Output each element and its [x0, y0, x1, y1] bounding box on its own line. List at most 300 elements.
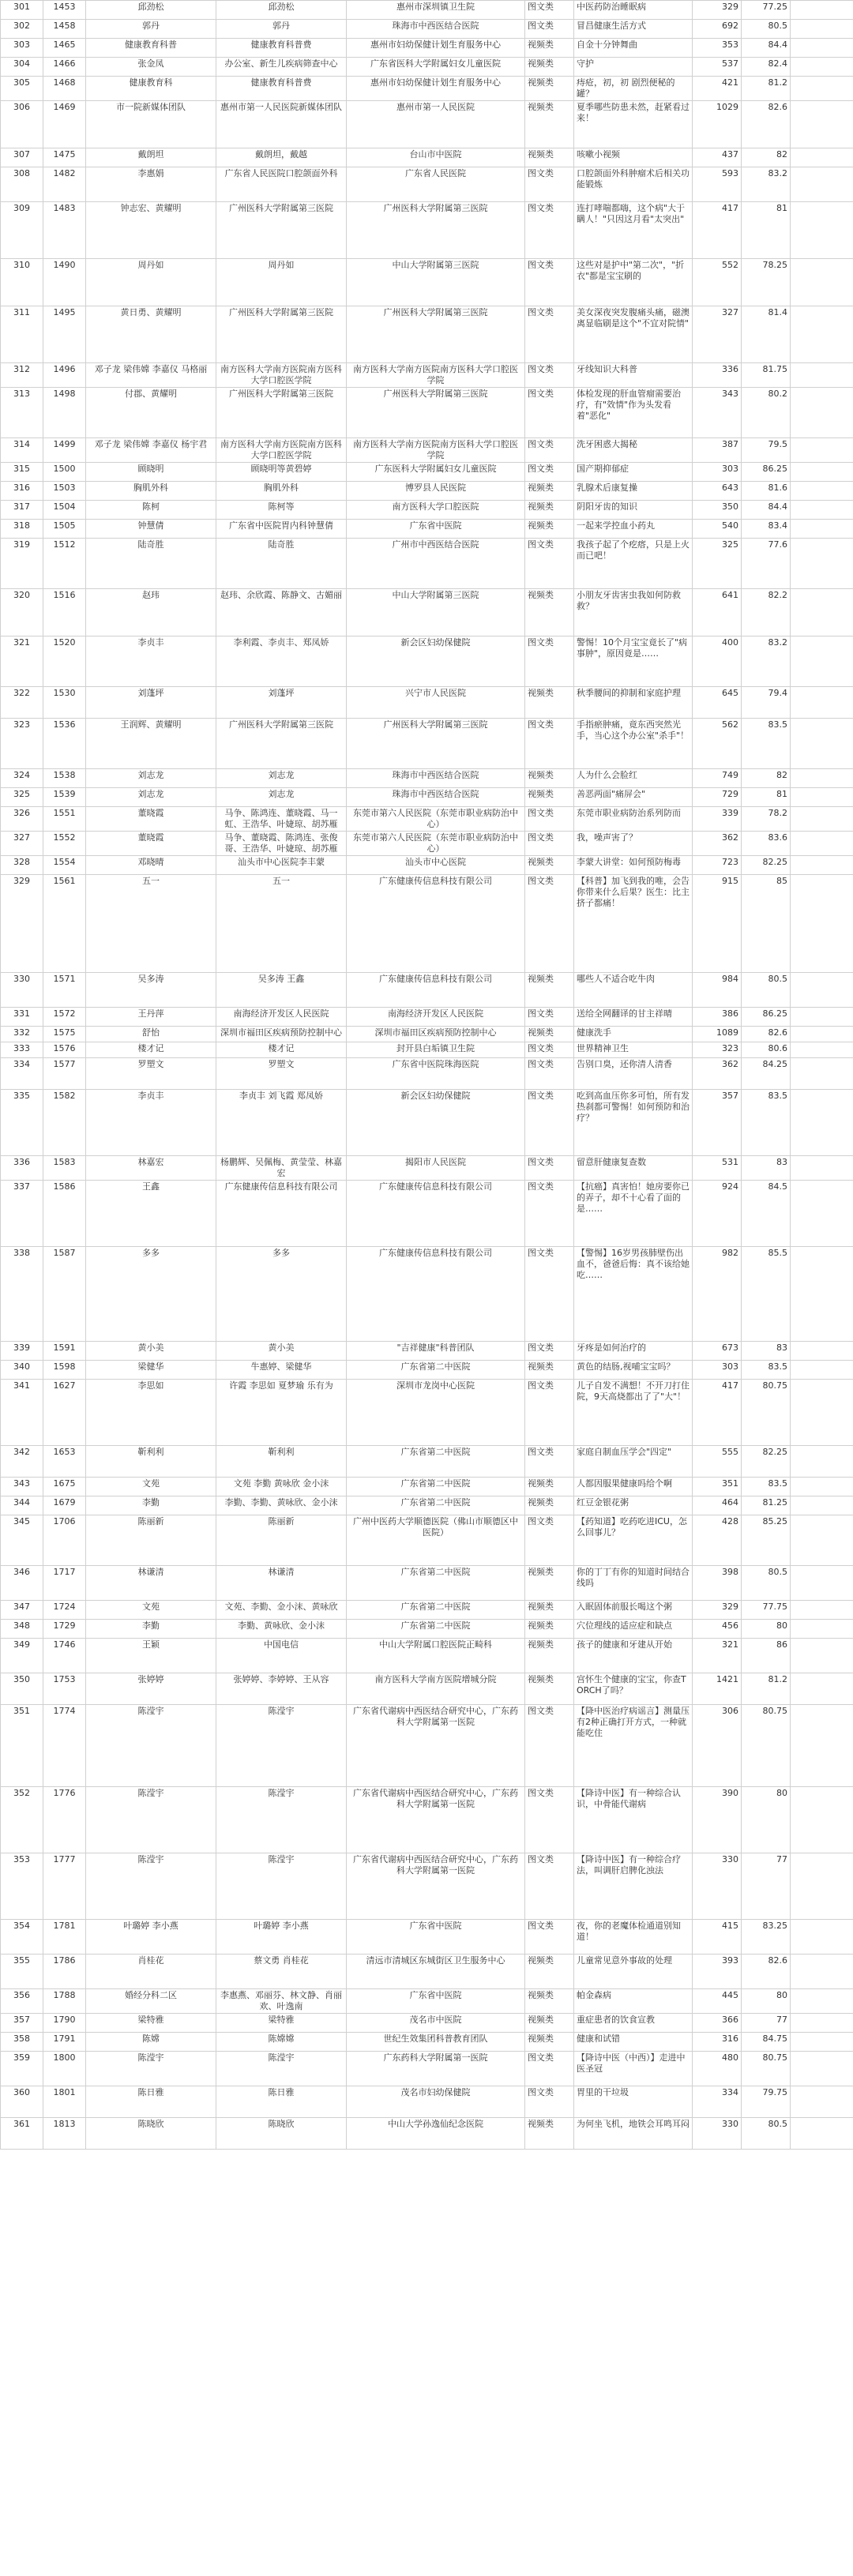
- cell-author: 黄日勇、黄耀明: [86, 306, 216, 363]
- cell-org: 广东省代谢病中西医结合研究中心，广东药科大学附属第一医院: [347, 1853, 525, 1920]
- cell-seq: 306: [1, 101, 43, 148]
- cell-seq: 346: [1, 1566, 43, 1601]
- cell-seq: 329: [1, 875, 43, 973]
- table-row: [1, 636, 853, 687]
- cell-blank: [791, 1, 853, 20]
- cell-members: 陈晓欣: [216, 2118, 347, 2150]
- cell-org: 茂名市妇幼保健院: [347, 2086, 525, 2118]
- cell-id: 1499: [43, 438, 86, 463]
- cell-seq: 322: [1, 687, 43, 719]
- cell-id: 1483: [43, 202, 86, 259]
- cell-views: 982: [693, 1247, 742, 1342]
- cell-title: 吃到高血压你多可怕，所有发热刹都可警惕！如何预防和治疗？: [574, 1090, 693, 1156]
- cell-seq: 338: [1, 1247, 43, 1342]
- cell-blank: [791, 2118, 853, 2150]
- cell-members: 顾晓明等黄碧婷: [216, 463, 347, 482]
- cell-members: 南方医科大学南方医院南方医科大学口腔医学院: [216, 363, 347, 388]
- cell-views: 323: [693, 1042, 742, 1058]
- cell-blank: [791, 1181, 853, 1247]
- cell-org: 惠州市妇幼保健计划生育服务中心: [347, 39, 525, 58]
- cell-org: 广东省第二中医院: [347, 1496, 525, 1515]
- table-row: [1, 769, 853, 788]
- cell-score: 78.2: [742, 807, 791, 832]
- cell-author: 李勤: [86, 1620, 216, 1639]
- cell-blank: [791, 539, 853, 589]
- cell-members: 健康教育科普费: [216, 39, 347, 58]
- cell-score: 82: [742, 769, 791, 788]
- cell-id: 1653: [43, 1446, 86, 1478]
- cell-views: 555: [693, 1446, 742, 1478]
- cell-members: 陆奇胜: [216, 539, 347, 589]
- table-row: [1, 20, 853, 39]
- cell-type: 图文类: [525, 1156, 574, 1181]
- table-row: [1, 1446, 853, 1478]
- cell-type: 图文类: [525, 875, 574, 973]
- cell-blank: [791, 2033, 853, 2052]
- cell-blank: [791, 1601, 853, 1620]
- cell-id: 1800: [43, 2052, 86, 2086]
- cell-org: 南方医科大学南方医院南方医科大学口腔医学院: [347, 438, 525, 463]
- cell-id: 1791: [43, 2033, 86, 2052]
- cell-seq: 348: [1, 1620, 43, 1639]
- cell-id: 1627: [43, 1380, 86, 1446]
- cell-author: 陈嫦: [86, 2033, 216, 2052]
- cell-title: 孩子的健康和牙建从开始: [574, 1639, 693, 1673]
- cell-views: 924: [693, 1181, 742, 1247]
- cell-org: 广东省中医院: [347, 520, 525, 539]
- cell-type: 图文类: [525, 20, 574, 39]
- cell-members: 惠州市第一人民医院新媒体团队: [216, 101, 347, 148]
- cell-seq: 313: [1, 388, 43, 438]
- cell-score: 82.2: [742, 589, 791, 636]
- cell-seq: 337: [1, 1181, 43, 1247]
- cell-score: 82.4: [742, 58, 791, 77]
- cell-seq: 360: [1, 2086, 43, 2118]
- cell-org: 广东省中医院: [347, 1989, 525, 2014]
- cell-id: 1591: [43, 1342, 86, 1361]
- cell-blank: [791, 1920, 853, 1955]
- cell-author: 李思如: [86, 1380, 216, 1446]
- cell-type: 图文类: [525, 1042, 574, 1058]
- cell-type: 图文类: [525, 306, 574, 363]
- cell-score: 79.75: [742, 2086, 791, 2118]
- cell-title: 留意肝健康复查数: [574, 1156, 693, 1181]
- table-row: [1, 1620, 853, 1639]
- cell-score: 82: [742, 148, 791, 167]
- cell-title: 【药知道】吃药吃进ICU，怎么回事儿？: [574, 1515, 693, 1566]
- table-row: [1, 1008, 853, 1027]
- cell-title: 帕金森病: [574, 1989, 693, 2014]
- cell-title: 黄色的结肠,视哺宝宝吗？: [574, 1361, 693, 1380]
- cell-author: 文苑: [86, 1601, 216, 1620]
- cell-id: 1801: [43, 2086, 86, 2118]
- cell-title: 夜，你的老魔体检通道别知道！: [574, 1920, 693, 1955]
- cell-type: 视频类: [525, 101, 574, 148]
- cell-views: 386: [693, 1008, 742, 1027]
- cell-type: 图文类: [525, 167, 574, 202]
- table-row: [1, 1920, 853, 1955]
- cell-title: 我，噪声害了？: [574, 832, 693, 856]
- cell-members: 刘蓬坪: [216, 687, 347, 719]
- table-row: [1, 2086, 853, 2118]
- table-row: [1, 2033, 853, 2052]
- table-row: [1, 2118, 853, 2150]
- cell-score: 80: [742, 1989, 791, 2014]
- cell-views: 306: [693, 1705, 742, 1787]
- cell-seq: 325: [1, 788, 43, 807]
- cell-members: 陈滢宇: [216, 1853, 347, 1920]
- cell-author: 靳利利: [86, 1446, 216, 1478]
- cell-id: 1746: [43, 1639, 86, 1673]
- cell-score: 77.6: [742, 539, 791, 589]
- cell-author: 陈晓欣: [86, 2118, 216, 2150]
- cell-title: 告别口臭，还你清人清香: [574, 1058, 693, 1090]
- cell-members: 李勤、黄咏欣、金小沫: [216, 1620, 347, 1639]
- cell-members: 张婷婷、李婷婷、王从容: [216, 1673, 347, 1705]
- cell-id: 1496: [43, 363, 86, 388]
- cell-id: 1717: [43, 1566, 86, 1601]
- cell-blank: [791, 39, 853, 58]
- cell-id: 1552: [43, 832, 86, 856]
- cell-title: 阴阳牙齿的知识: [574, 501, 693, 520]
- cell-views: 428: [693, 1515, 742, 1566]
- cell-title: 牙疼是如何治疗的: [574, 1342, 693, 1361]
- cell-views: 641: [693, 589, 742, 636]
- cell-seq: 333: [1, 1042, 43, 1058]
- cell-title: 东莞市职业病防治系列防而: [574, 807, 693, 832]
- cell-title: 穴位理线的适应症和缺点: [574, 1620, 693, 1639]
- cell-org: 南海经济开发区人民医院: [347, 1008, 525, 1027]
- cell-score: 80.75: [742, 1380, 791, 1446]
- cell-views: 327: [693, 306, 742, 363]
- cell-title: 李蒙大讲堂：如何预防梅毒: [574, 856, 693, 875]
- cell-id: 1482: [43, 167, 86, 202]
- cell-members: 健康教育科普费: [216, 77, 347, 101]
- cell-id: 1675: [43, 1478, 86, 1496]
- cell-views: 437: [693, 148, 742, 167]
- cell-org: 新会区妇幼保健院: [347, 636, 525, 687]
- cell-org: 汕头市中心医院: [347, 856, 525, 875]
- cell-seq: 316: [1, 482, 43, 501]
- table-row: [1, 438, 853, 463]
- table-row: [1, 719, 853, 769]
- cell-type: 视频类: [525, 1955, 574, 1989]
- cell-blank: [791, 202, 853, 259]
- cell-score: 84.75: [742, 2033, 791, 2052]
- cell-blank: [791, 1787, 853, 1853]
- cell-type: 视频类: [525, 1496, 574, 1515]
- cell-type: 视频类: [525, 148, 574, 167]
- table-row: [1, 856, 853, 875]
- table-row: [1, 1181, 853, 1247]
- cell-org: 博罗县人民医院: [347, 482, 525, 501]
- cell-author: 刘志龙: [86, 788, 216, 807]
- table-row: [1, 589, 853, 636]
- cell-author: 邓晓晴: [86, 856, 216, 875]
- cell-seq: 340: [1, 1361, 43, 1380]
- cell-title: 人都因服果健康吗给个啊: [574, 1478, 693, 1496]
- cell-type: 视频类: [525, 973, 574, 1008]
- cell-title: 送给全网翻译的甘主祥晴: [574, 1008, 693, 1027]
- cell-org: 广东省第二中医院: [347, 1361, 525, 1380]
- cell-seq: 321: [1, 636, 43, 687]
- cell-members: 郭丹: [216, 20, 347, 39]
- cell-blank: [791, 875, 853, 973]
- table-row: [1, 1787, 853, 1853]
- table-row: [1, 1673, 853, 1705]
- cell-type: 视频类: [525, 1566, 574, 1601]
- cell-score: 84.4: [742, 39, 791, 58]
- cell-members: 李利霞、李贞丰、郑凤娇: [216, 636, 347, 687]
- cell-score: 77.75: [742, 1601, 791, 1620]
- cell-seq: 315: [1, 463, 43, 482]
- cell-id: 1505: [43, 520, 86, 539]
- cell-members: 梁特雅: [216, 2014, 347, 2033]
- cell-type: 图文类: [525, 259, 574, 306]
- cell-org: 广州中医药大学顺德医院（佛山市顺德区中医院）: [347, 1515, 525, 1566]
- cell-id: 1495: [43, 306, 86, 363]
- cell-type: 图文类: [525, 539, 574, 589]
- cell-seq: 317: [1, 501, 43, 520]
- cell-score: 80: [742, 1787, 791, 1853]
- cell-members: 广东省人民医院口腔颌面外科: [216, 167, 347, 202]
- cell-score: 85.25: [742, 1515, 791, 1566]
- cell-id: 1538: [43, 769, 86, 788]
- cell-type: 图文类: [525, 832, 574, 856]
- cell-org: 南方医科大学口腔医院: [347, 501, 525, 520]
- table-row: [1, 306, 853, 363]
- cell-members: 文苑、李勤、金小沫、黄咏欣: [216, 1601, 347, 1620]
- cell-title: 连打哮喘都嗨，这个病"大于瞒人！"只因这月看"太突出": [574, 202, 693, 259]
- cell-author: 楼才记: [86, 1042, 216, 1058]
- cell-org: 中山大学附属第三医院: [347, 589, 525, 636]
- cell-title: 守护: [574, 58, 693, 77]
- table-row: [1, 1705, 853, 1787]
- cell-blank: [791, 788, 853, 807]
- cell-org: 揭阳市人民医院: [347, 1156, 525, 1181]
- cell-score: 82.6: [742, 1955, 791, 1989]
- table-row: [1, 39, 853, 58]
- cell-id: 1503: [43, 482, 86, 501]
- table-row: [1, 363, 853, 388]
- cell-id: 1706: [43, 1515, 86, 1566]
- cell-blank: [791, 1008, 853, 1027]
- cell-author: 邓子龙 梁伟嫦 李嘉仪 马格丽: [86, 363, 216, 388]
- cell-title: 【降诗中医（中西）】走进中医圣冠: [574, 2052, 693, 2086]
- cell-score: 83.5: [742, 1090, 791, 1156]
- table-row: [1, 148, 853, 167]
- cell-blank: [791, 77, 853, 101]
- table-row: [1, 1, 853, 20]
- cell-title: 红豆金银花粥: [574, 1496, 693, 1515]
- table-row: [1, 973, 853, 1008]
- cell-members: 刘志龙: [216, 769, 347, 788]
- cell-blank: [791, 1342, 853, 1361]
- cell-views: 749: [693, 769, 742, 788]
- cell-blank: [791, 148, 853, 167]
- table-row: [1, 539, 853, 589]
- cell-type: 视频类: [525, 520, 574, 539]
- cell-score: 80.75: [742, 2052, 791, 2086]
- cell-seq: 351: [1, 1705, 43, 1787]
- cell-views: 398: [693, 1566, 742, 1601]
- cell-title: 人为什么会脸红: [574, 769, 693, 788]
- cell-score: 83.4: [742, 520, 791, 539]
- cell-author: 李贞丰: [86, 1090, 216, 1156]
- cell-author: 婚经分科二区: [86, 1989, 216, 2014]
- cell-title: 夏季哪些防患未然，赶紧看过来！: [574, 101, 693, 148]
- cell-blank: [791, 1496, 853, 1515]
- cell-author: 董晓霞: [86, 807, 216, 832]
- cell-score: 80.6: [742, 1042, 791, 1058]
- cell-blank: [791, 1380, 853, 1446]
- cell-views: 353: [693, 39, 742, 58]
- table-row: [1, 167, 853, 202]
- cell-id: 1554: [43, 856, 86, 875]
- cell-title: 【警惕】16岁男孩肺壁伤出血不，爸爸后悔：真不该给她吃……: [574, 1247, 693, 1342]
- cell-org: 广州医科大学附属第三医院: [347, 719, 525, 769]
- cell-blank: [791, 1027, 853, 1042]
- cell-members: 叶璐婷 李小燕: [216, 1920, 347, 1955]
- cell-author: 舒怡: [86, 1027, 216, 1042]
- cell-seq: 339: [1, 1342, 43, 1361]
- table-row: [1, 388, 853, 438]
- cell-seq: 343: [1, 1478, 43, 1496]
- cell-seq: 304: [1, 58, 43, 77]
- cell-org: 清远市清城区东城街区卫生服务中心: [347, 1955, 525, 1989]
- cell-author: 林谦清: [86, 1566, 216, 1601]
- cell-type: 视频类: [525, 2118, 574, 2150]
- cell-seq: 341: [1, 1380, 43, 1446]
- cell-author: 肖桂花: [86, 1955, 216, 1989]
- cell-blank: [791, 687, 853, 719]
- cell-blank: [791, 1620, 853, 1639]
- cell-blank: [791, 482, 853, 501]
- cell-org: 广东省第二中医院: [347, 1478, 525, 1496]
- cell-org: 南方医科大学南方医院增城分院: [347, 1673, 525, 1705]
- cell-org: 惠州市深圳镇卫生院: [347, 1, 525, 20]
- cell-blank: [791, 1446, 853, 1478]
- cell-author: 陈滢宇: [86, 1853, 216, 1920]
- cell-author: 陈滢宇: [86, 1705, 216, 1787]
- cell-blank: [791, 589, 853, 636]
- cell-members: 楼才记: [216, 1042, 347, 1058]
- cell-members: 广东健康传信息科技有限公司: [216, 1181, 347, 1247]
- cell-blank: [791, 856, 853, 875]
- cell-views: 330: [693, 1853, 742, 1920]
- table-row: [1, 1989, 853, 2014]
- cell-blank: [791, 1853, 853, 1920]
- cell-blank: [791, 463, 853, 482]
- cell-title: 手指瘀肿痛，竟东西突然光手，当心这个办公室"杀手"！: [574, 719, 693, 769]
- cell-views: 464: [693, 1496, 742, 1515]
- cell-score: 80.5: [742, 20, 791, 39]
- cell-id: 1790: [43, 2014, 86, 2033]
- table-row: [1, 1853, 853, 1920]
- cell-org: 中山大学孙逸仙纪念医院: [347, 2118, 525, 2150]
- cell-title: 【抗癌】真害怕！她房要你已的弄子，却不十心看了面的是……: [574, 1181, 693, 1247]
- cell-views: 692: [693, 20, 742, 39]
- cell-score: 81.4: [742, 306, 791, 363]
- cell-score: 81.2: [742, 77, 791, 101]
- cell-author: 陈日雅: [86, 2086, 216, 2118]
- cell-org: 深圳市龙岗中心医院: [347, 1380, 525, 1446]
- cell-seq: 309: [1, 202, 43, 259]
- cell-org: 惠州市妇幼保健计划生育服务中心: [347, 77, 525, 101]
- cell-members: 陈滢宇: [216, 2052, 347, 2086]
- cell-org: 新会区妇幼保健院: [347, 1090, 525, 1156]
- cell-members: 广州医科大学附属第三医院: [216, 202, 347, 259]
- cell-title: 痔疮，初，初 剧烈便秘的罐？: [574, 77, 693, 101]
- cell-views: 316: [693, 2033, 742, 2052]
- cell-author: 刘志龙: [86, 769, 216, 788]
- cell-id: 1598: [43, 1361, 86, 1380]
- cell-type: 图文类: [525, 1058, 574, 1090]
- table-row: [1, 58, 853, 77]
- cell-author: 郭丹: [86, 20, 216, 39]
- cell-seq: 307: [1, 148, 43, 167]
- cell-title: 为何坐飞机，地铁会耳鸣耳闷: [574, 2118, 693, 2150]
- cell-views: 343: [693, 388, 742, 438]
- cell-id: 1504: [43, 501, 86, 520]
- cell-seq: 312: [1, 363, 43, 388]
- cell-seq: 302: [1, 20, 43, 39]
- cell-blank: [791, 636, 853, 687]
- cell-seq: 332: [1, 1027, 43, 1042]
- cell-type: 视频类: [525, 1027, 574, 1042]
- cell-type: 视频类: [525, 687, 574, 719]
- cell-org: 东莞市第六人民医院（东莞市职业病防治中心）: [347, 832, 525, 856]
- cell-views: 362: [693, 832, 742, 856]
- cell-score: 80.75: [742, 1705, 791, 1787]
- cell-score: 82.25: [742, 1446, 791, 1478]
- cell-members: 多多: [216, 1247, 347, 1342]
- cell-author: 黄小美: [86, 1342, 216, 1361]
- cell-members: 南海经济开发区人民医院: [216, 1008, 347, 1027]
- cell-blank: [791, 1515, 853, 1566]
- table-row: [1, 501, 853, 520]
- cell-views: 334: [693, 2086, 742, 2118]
- cell-views: 417: [693, 202, 742, 259]
- table-row: [1, 2052, 853, 2086]
- cell-seq: 311: [1, 306, 43, 363]
- cell-seq: 305: [1, 77, 43, 101]
- cell-author: 陈柯: [86, 501, 216, 520]
- cell-author: 王颖: [86, 1639, 216, 1673]
- cell-score: 86: [742, 1639, 791, 1673]
- cell-id: 1577: [43, 1058, 86, 1090]
- table-row: [1, 77, 853, 101]
- cell-score: 85: [742, 875, 791, 973]
- cell-members: 林谦清: [216, 1566, 347, 1601]
- cell-seq: 361: [1, 2118, 43, 2150]
- cell-members: 陈丽新: [216, 1515, 347, 1566]
- cell-author: 林嘉宏: [86, 1156, 216, 1181]
- table-row: [1, 259, 853, 306]
- cell-score: 83.5: [742, 719, 791, 769]
- cell-title: 一起来学控血小药丸: [574, 520, 693, 539]
- cell-views: 729: [693, 788, 742, 807]
- cell-id: 1788: [43, 1989, 86, 2014]
- cell-views: 1089: [693, 1027, 742, 1042]
- cell-views: 1029: [693, 101, 742, 148]
- cell-title: 入眠固体前服长喝这个粥: [574, 1601, 693, 1620]
- cell-type: 图文类: [525, 202, 574, 259]
- cell-blank: [791, 1673, 853, 1705]
- cell-type: 视频类: [525, 1601, 574, 1620]
- cell-title: 这些对是护中"第二次"，"折衣"都是宝宝刷的: [574, 259, 693, 306]
- cell-title: 我孩子起了个疙瘩，只是上火而已吧！: [574, 539, 693, 589]
